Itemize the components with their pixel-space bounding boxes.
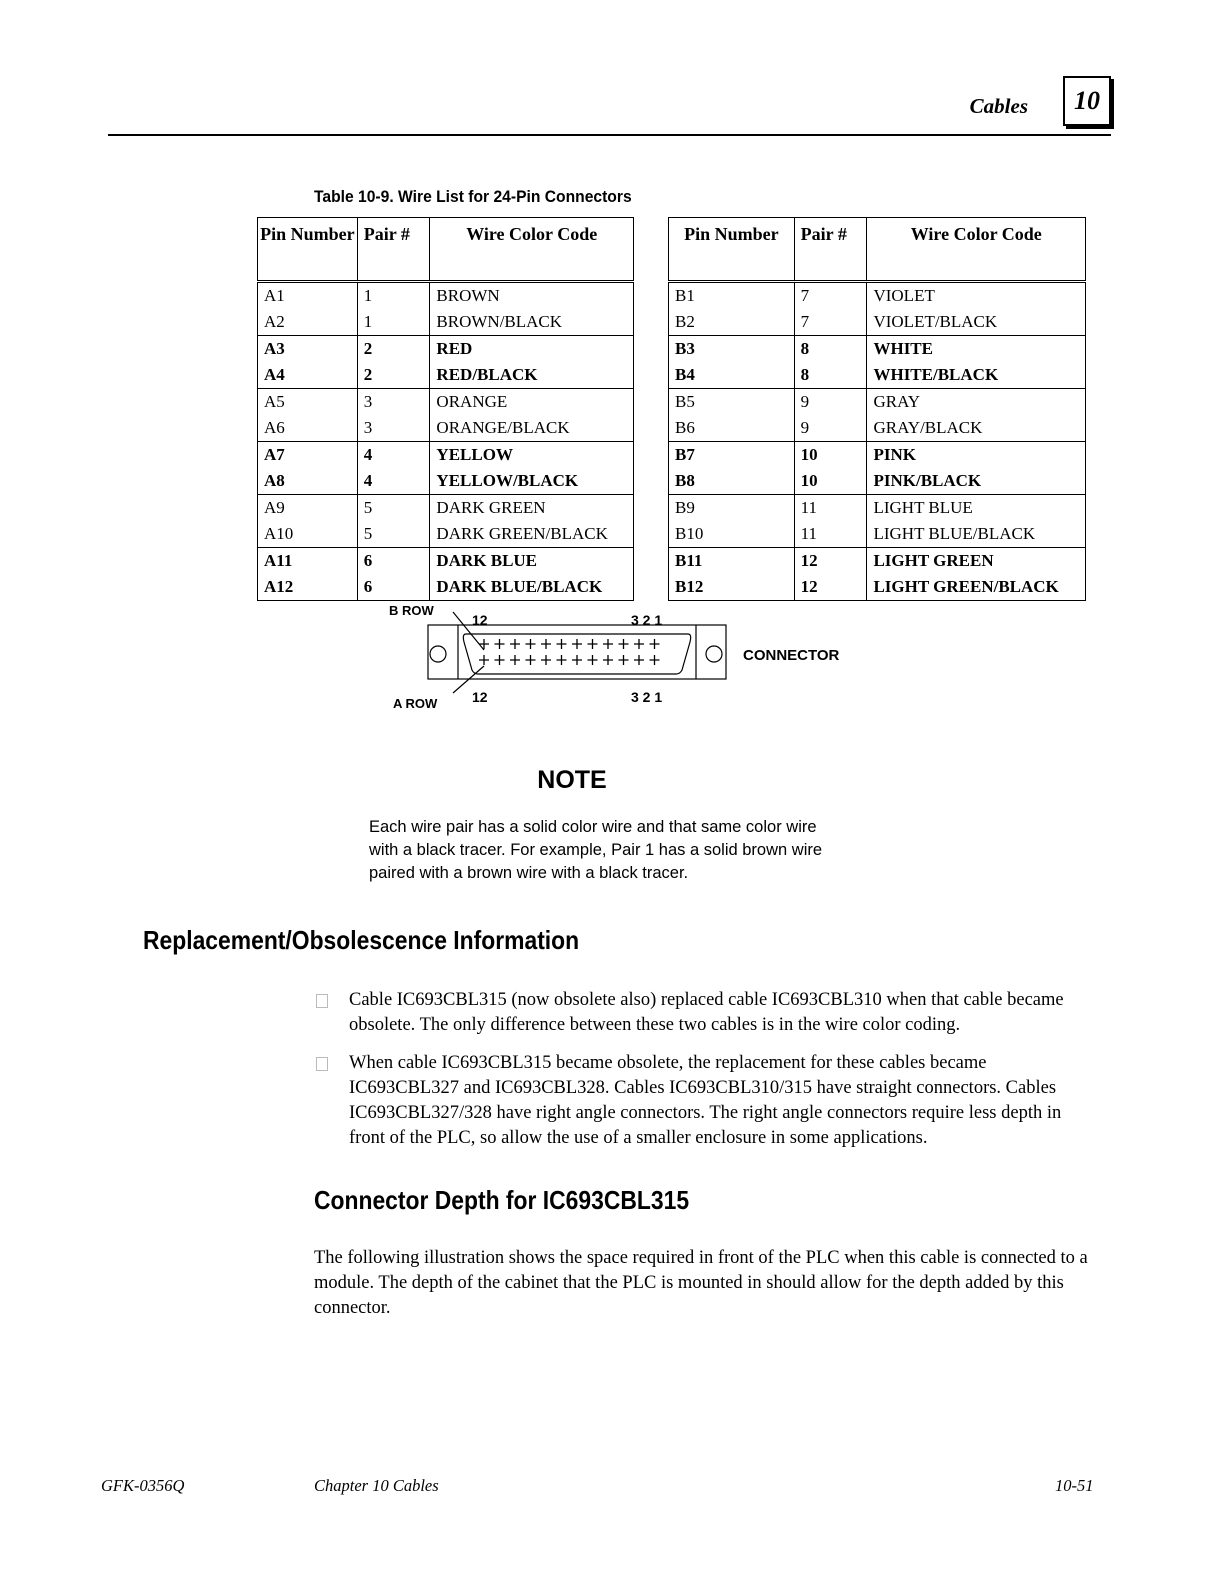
header-rule [108, 134, 1111, 136]
b-row-num-12: 12 [472, 612, 488, 628]
b-row-pin [557, 639, 567, 649]
color-cell: GRAY/BLACK [867, 415, 1086, 442]
wire-list-table-b [668, 217, 1086, 601]
table-row [669, 548, 1086, 575]
b-row-pin [603, 639, 613, 649]
wire-list-table-a [257, 217, 634, 601]
color-cell: GRAY [867, 389, 1086, 416]
note-text: Each wire pair has a solid color wire and that same color wire with a black tracer. For example, Pair 1 has a solid brown wire paired with a brown wire with a black tracer. [369, 818, 823, 882]
table-row [669, 521, 1086, 548]
color-cell: DARK GREEN [430, 495, 634, 522]
a-row-num-12: 12 [472, 689, 488, 705]
pair-cell: 3 [357, 415, 430, 442]
section-heading-replacement: Replacement/Obsolescence Information [143, 925, 580, 955]
pair-cell: 9 [794, 389, 867, 416]
pin-cell: B3 [669, 336, 795, 363]
table-row [258, 282, 634, 310]
header-pin-number: Pin Number [258, 218, 358, 282]
pin-cell: A3 [258, 336, 358, 363]
a-row-pin [634, 655, 644, 665]
table-row [669, 468, 1086, 495]
table-row [258, 548, 634, 575]
bullet-text: When cable IC693CBL315 became obsolete, the replacement for these cables became IC693CBL327 and IC693CBL328. Cables IC693CBL310/315 have straight connectors. Cables IC693CBL327/328 have right angle connectors. The right angle connectors require less depth in front of the PLC, so allow the use of a smaller enclosure in some applications. [349, 1053, 1062, 1148]
a-row-pin [479, 655, 489, 665]
pair-cell: 8 [794, 362, 867, 389]
footer-doc-id: GFK-0356Q [101, 1476, 185, 1495]
table-caption: Table 10-9. Wire List for 24-Pin Connectors [314, 187, 632, 206]
mounting-hole-right [706, 646, 722, 662]
pair-cell: 10 [794, 442, 867, 469]
bullet-item [314, 1051, 1084, 1151]
pin-cell: B5 [669, 389, 795, 416]
color-cell: YELLOW/BLACK [430, 468, 634, 495]
header-wire-color: Wire Color Code [867, 218, 1086, 282]
color-cell: PINK/BLACK [867, 468, 1086, 495]
color-cell: DARK BLUE/BLACK [430, 574, 634, 601]
section-heading-connector-depth: Connector Depth for IC693CBL315 [314, 1185, 690, 1215]
a-row-label: A ROW [393, 696, 438, 711]
a-row-pin [557, 655, 567, 665]
a-row-pin [603, 655, 613, 665]
pin-cell: A9 [258, 495, 358, 522]
pin-cell: B4 [669, 362, 795, 389]
table-row [669, 282, 1086, 310]
b-row-pin [541, 639, 551, 649]
pair-cell: 5 [357, 521, 430, 548]
pin-cell: B10 [669, 521, 795, 548]
pair-cell: 8 [794, 336, 867, 363]
color-cell: PINK [867, 442, 1086, 469]
connector-diagram [380, 598, 870, 718]
pin-cell: B6 [669, 415, 795, 442]
header-wire-color: Wire Color Code [430, 218, 634, 282]
color-cell: RED/BLACK [430, 362, 634, 389]
pin-cell: B1 [669, 282, 795, 310]
pair-cell: 1 [357, 309, 430, 336]
footer-page-number: 10-51 [1055, 1476, 1094, 1495]
pin-cell: A6 [258, 415, 358, 442]
pin-cell: A10 [258, 521, 358, 548]
b-row-pin [619, 639, 629, 649]
table-row [258, 468, 634, 495]
pin-cell: B12 [669, 574, 795, 601]
pin-cell: B7 [669, 442, 795, 469]
table-row [258, 336, 634, 363]
header-pair: Pair # [357, 218, 430, 282]
pin-cell: A1 [258, 282, 358, 310]
color-cell: YELLOW [430, 442, 634, 469]
pair-cell: 6 [357, 574, 430, 601]
table-row [258, 495, 634, 522]
pair-cell: 11 [794, 521, 867, 548]
pin-cell: A8 [258, 468, 358, 495]
connector-label: CONNECTOR [743, 647, 840, 664]
color-cell: WHITE/BLACK [867, 362, 1086, 389]
table-row [669, 389, 1086, 416]
b-row-pin [650, 639, 660, 649]
bullet-box-icon [316, 994, 328, 1008]
a-row-pin [526, 655, 536, 665]
pair-cell: 1 [357, 282, 430, 310]
pair-cell: 4 [357, 468, 430, 495]
table-row [258, 442, 634, 469]
color-cell: BROWN [430, 282, 634, 310]
pin-cell: B8 [669, 468, 795, 495]
pair-cell: 10 [794, 468, 867, 495]
table-row [258, 574, 634, 601]
pin-cell: A11 [258, 548, 358, 575]
a-row-pin [510, 655, 520, 665]
color-cell: ORANGE/BLACK [430, 415, 634, 442]
note-title: NOTE [537, 766, 607, 794]
pair-cell: 9 [794, 415, 867, 442]
pair-cell: 3 [357, 389, 430, 416]
bullet-item [314, 988, 1084, 1038]
table-row [669, 442, 1086, 469]
table-row [669, 362, 1086, 389]
table-row [258, 415, 634, 442]
running-header-title: Cables [969, 94, 1028, 118]
b-row-pin [588, 639, 598, 649]
mounting-hole-left [430, 646, 446, 662]
table-row [669, 415, 1086, 442]
color-cell: ORANGE [430, 389, 634, 416]
color-cell: RED [430, 336, 634, 363]
table-row [669, 495, 1086, 522]
a-row-pin [650, 655, 660, 665]
connector-pins [479, 639, 660, 665]
pair-cell: 12 [794, 574, 867, 601]
table-row [669, 336, 1086, 363]
color-cell: LIGHT GREEN/BLACK [867, 574, 1086, 601]
b-row-label: B ROW [389, 603, 434, 618]
a-row-pin [495, 655, 505, 665]
pair-cell: 5 [357, 495, 430, 522]
pin-cell: B9 [669, 495, 795, 522]
b-row-pin [510, 639, 520, 649]
a-row-pin [619, 655, 629, 665]
header-pin-number: Pin Number [669, 218, 795, 282]
table-row [669, 574, 1086, 601]
color-cell: LIGHT BLUE [867, 495, 1086, 522]
pin-cell: A12 [258, 574, 358, 601]
b-row-pin [495, 639, 505, 649]
footer-chapter: Chapter 10 Cables [314, 1476, 439, 1495]
b-row-num-321: 3 2 1 [631, 612, 663, 628]
table-row [258, 362, 634, 389]
pin-cell: B11 [669, 548, 795, 575]
pair-cell: 11 [794, 495, 867, 522]
color-cell: BROWN/BLACK [430, 309, 634, 336]
b-row-pin [526, 639, 536, 649]
table-row [669, 309, 1086, 336]
color-cell: VIOLET [867, 282, 1086, 310]
a-row-pin [541, 655, 551, 665]
header-pair: Pair # [794, 218, 867, 282]
pair-cell: 6 [357, 548, 430, 575]
a-row-num-321: 3 2 1 [631, 689, 663, 705]
b-row-pin [634, 639, 644, 649]
pair-cell: 4 [357, 442, 430, 469]
b-row-pin [479, 639, 489, 649]
a-row-pin [588, 655, 598, 665]
table-row [258, 521, 634, 548]
pair-cell: 12 [794, 548, 867, 575]
color-cell: LIGHT BLUE/BLACK [867, 521, 1086, 548]
b-row-pin [572, 639, 582, 649]
pair-cell: 7 [794, 282, 867, 310]
a-row-pin [572, 655, 582, 665]
bullet-box-icon [316, 1057, 328, 1071]
pin-cell: A2 [258, 309, 358, 336]
table-row [258, 389, 634, 416]
color-cell: DARK BLUE [430, 548, 634, 575]
pin-cell: B2 [669, 309, 795, 336]
pin-cell: A5 [258, 389, 358, 416]
bullet-text: Cable IC693CBL315 (now obsolete also) replaced cable IC693CBL310 when that cable became obsolete. The only difference between these two cables is in the wire color coding. [349, 990, 1064, 1035]
color-cell: WHITE [867, 336, 1086, 363]
connector-depth-paragraph: The following illustration shows the space required in front of the PLC when this cable is connected to a module. The depth of the cabinet that the PLC is mounted in should allow for the depth added by this connector. [314, 1248, 1088, 1318]
color-cell: DARK GREEN/BLACK [430, 521, 634, 548]
pin-cell: A4 [258, 362, 358, 389]
pair-cell: 7 [794, 309, 867, 336]
table-row [258, 309, 634, 336]
pair-cell: 2 [357, 336, 430, 363]
pair-cell: 2 [357, 362, 430, 389]
chapter-number-box: 10 [1063, 76, 1111, 126]
color-cell: LIGHT GREEN [867, 548, 1086, 575]
pin-cell: A7 [258, 442, 358, 469]
color-cell: VIOLET/BLACK [867, 309, 1086, 336]
